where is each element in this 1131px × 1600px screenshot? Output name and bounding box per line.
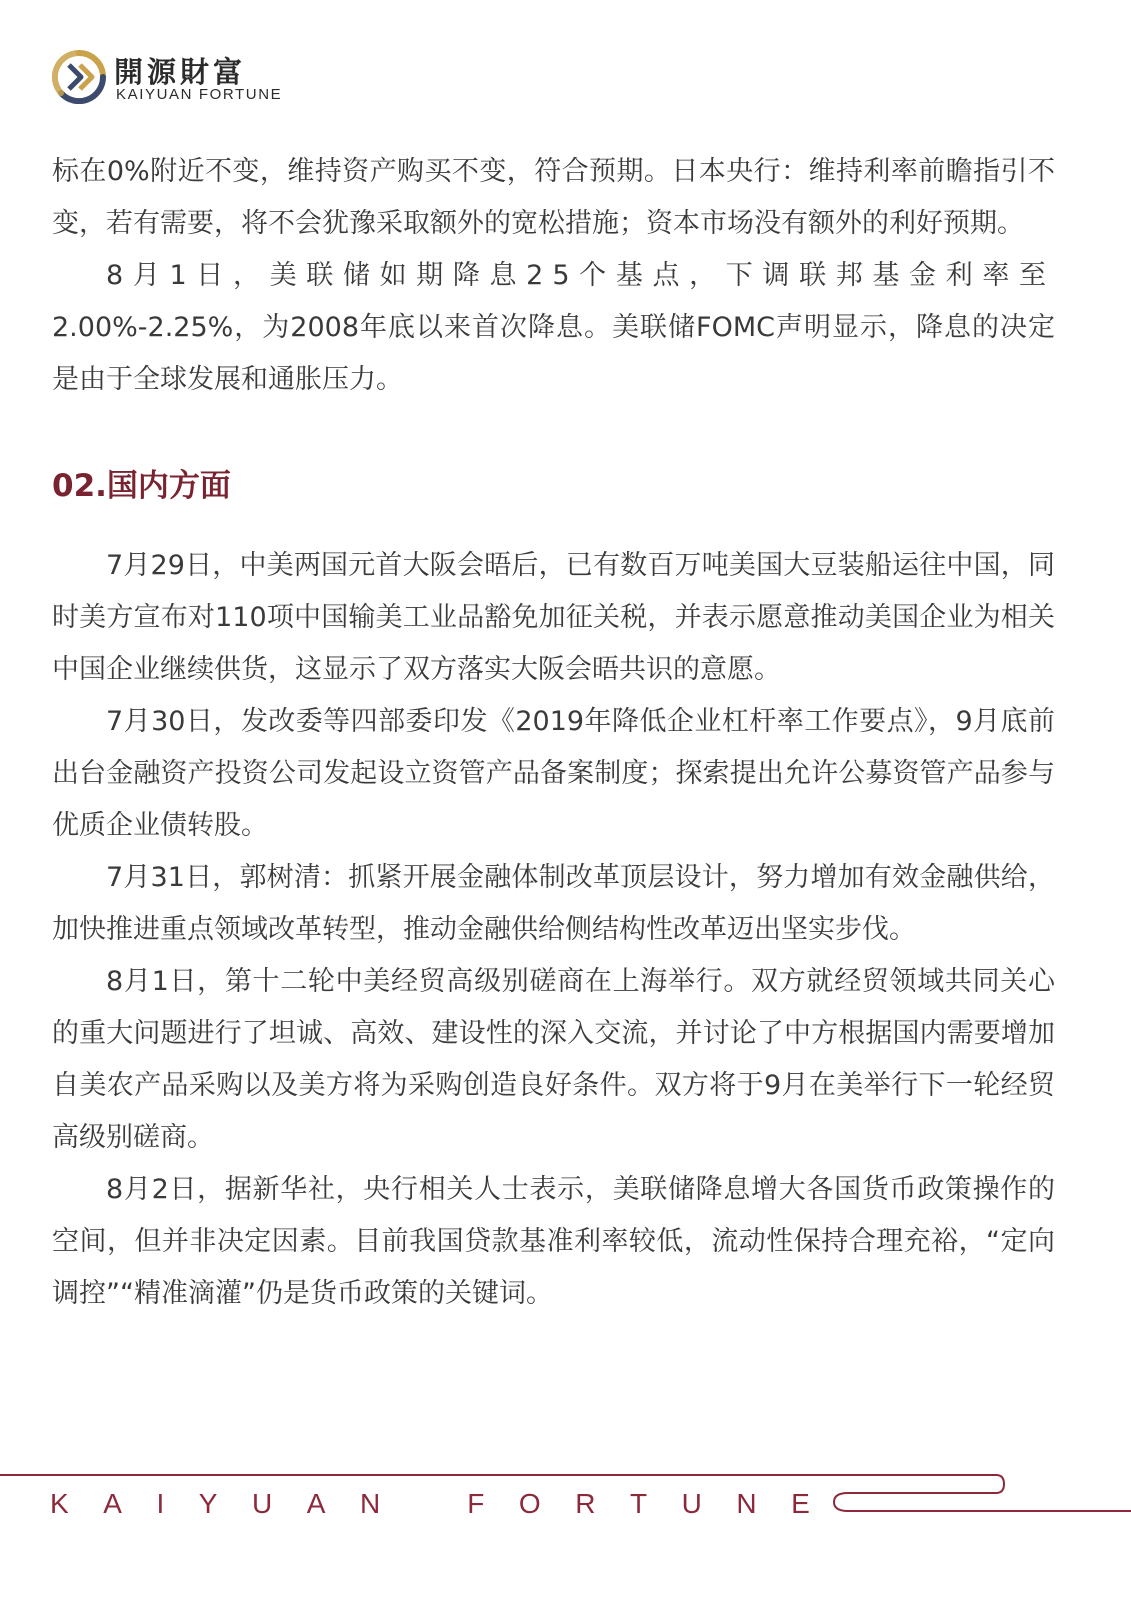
footer-letter: U	[681, 1488, 702, 1519]
fed-rate-first-line: 8月1日，美联储如期降息25个基点，下调联邦基金利率至	[106, 260, 1055, 291]
section-title: 02.国内方面	[52, 468, 231, 504]
footer-letter: N	[359, 1488, 381, 1519]
kaiyuan-logo-icon	[52, 50, 106, 104]
footer-letter: O	[518, 1488, 541, 1519]
intro-paragraph: 标在0%附近不变，维持资产购买不变，符合预期。日本央行：维持利率前瞻指引不变，若有需要，将不会犹豫采取额外的宽松措施；资本市场没有额外的利好预期。	[52, 156, 1055, 239]
footer-brand-text	[50, 1483, 810, 1525]
domestic-paragraph: 8月1日，第十二轮中美经贸高级别磋商在上海举行。双方就经贸领域共同关心的重大问题进行了坦诚、高效、建设性的深入交流，并讨论了中方根据国内需要增加自美农产品采购以及美方将为采购创造良好条件。双方将于9月在美举行下一轮经贸高级别磋商。	[52, 966, 1055, 1153]
footer-letter: N	[736, 1488, 757, 1519]
logo-english-name: KAIYUAN FORTUNE	[116, 86, 283, 103]
logo-chinese-name: 開源財富	[114, 55, 247, 89]
footer-letter: A	[306, 1488, 326, 1519]
domestic-paragraph: 7月31日，郭树清：抓紧开展金融体制改革顶层设计，努力增加有效金融供给，加快推进重点领域改革转型，推动金融供给侧结构性改革迈出坚实步伐。	[52, 862, 1055, 945]
footer-letter: T	[629, 1488, 648, 1519]
fed-rate-rest: 2.00%-2.25%，为2008年底以来首次降息。美联储FOMC声明显示，降息的决定是由于全球发展和通胀压力。	[52, 312, 1055, 395]
domestic-paragraph: 7月29日，中美两国元首大阪会晤后，已有数百万吨美国大豆装船运往中国，同时美方宣布对110项中国输美工业品豁免加征关税，并表示愿意推动美国企业为相关中国企业继续供货，这显示了双方落实大阪会晤共识的意愿。	[52, 550, 1055, 685]
footer-letter: K	[50, 1488, 69, 1519]
domestic-paragraph: 7月30日，发改委等四部委印发《2019年降低企业杠杆率工作要点》，9月底前出台金融资产投资公司发起设立资管产品备案制度；探索提出允许公募资管产品参与优质企业债转股。	[52, 706, 1055, 841]
footer-letter: Y	[198, 1488, 218, 1519]
document-body	[52, 146, 1055, 1320]
footer-letter: R	[575, 1488, 596, 1519]
footer-letter: U	[251, 1488, 273, 1519]
footer-letter: F	[467, 1488, 485, 1519]
footer-letter: A	[103, 1488, 122, 1519]
domestic-paragraph: 8月2日，据新华社，央行相关人士表示，美联储降息增大各国货币政策操作的空间，但并非决定因素。目前我国贷款基准利率较低，流动性保持合理充裕，“定向调控”“精准滴灌”仍是货币政策的关键词。	[52, 1174, 1055, 1309]
fed-rate-paragraph	[52, 250, 1055, 406]
footer-letter: I	[156, 1488, 165, 1519]
footer-letter: E	[791, 1488, 810, 1519]
header	[52, 48, 452, 110]
footer-decoration-icon	[826, 1474, 1131, 1534]
